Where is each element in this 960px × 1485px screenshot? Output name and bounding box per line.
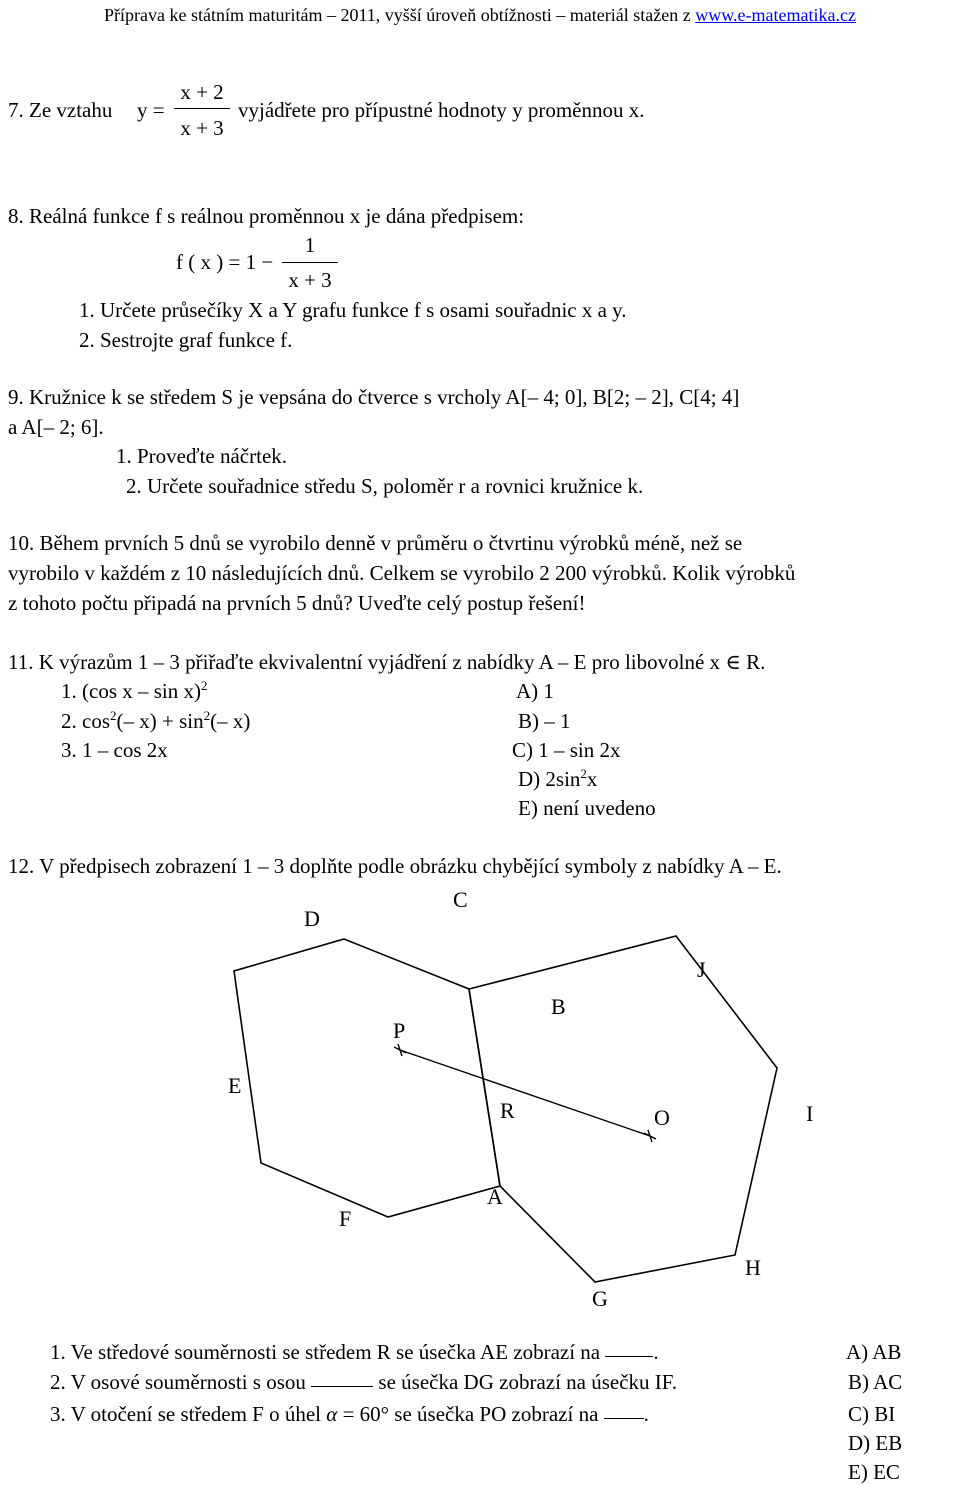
q11-expr3: 3. 1 – cos 2x <box>61 738 168 762</box>
q11-expr2 <box>61 708 250 734</box>
q12-blank-1[interactable] <box>605 1340 653 1357</box>
header-text: Příprava ke státním maturitám – 2011, vyšší úroveň obtížnosti – materiál stažen z <box>104 5 696 25</box>
q8-lhs: f ( x ) = 1 − <box>176 250 274 274</box>
q12-option-d: D) EB <box>848 1431 903 1455</box>
q11-option-c: C) 1 – sin 2x <box>512 738 621 762</box>
label-f: F <box>339 1206 352 1231</box>
page-header <box>0 4 960 26</box>
q8-fraction-bar <box>282 262 338 263</box>
q9-line2: a A[– 2; 6]. <box>8 415 104 439</box>
q9-task1: 1. Proveďte náčrtek. <box>116 444 288 468</box>
label-a: A <box>487 1184 503 1209</box>
q12-option-a: A) AB <box>846 1340 902 1364</box>
q11-option-e: E) není uvedeno <box>518 796 656 820</box>
hexagon-figure <box>0 880 960 1320</box>
q11-option-d-text: D) 2sin <box>518 767 581 791</box>
label-p: P <box>393 1018 406 1043</box>
point-p-marker <box>394 1044 406 1056</box>
q11-title: 11. K výrazům 1 – 3 přiřaďte ekvivalentní vyjádření z nabídky A – E pro libovolné x ∈ R. <box>8 650 766 674</box>
label-h: H <box>745 1255 761 1280</box>
q11-option-d <box>518 766 597 792</box>
q12-statement-2-text: 2. V osové souměrnosti s osou <box>50 1370 306 1394</box>
q7-denominator: x + 3 <box>180 116 224 140</box>
q11-expr1-exponent: 2 <box>201 678 208 693</box>
q11-expr1-text: 1. (cos x – sin x) <box>61 679 201 703</box>
label-i: I <box>806 1101 814 1126</box>
q11-option-d-x: x <box>586 767 598 791</box>
q7-lhs: y = <box>137 98 165 122</box>
q12-statement-3-text: 3. V otočení se středem F o úhel <box>50 1402 322 1426</box>
q10-line2: vyrobilo v každém z 10 následujících dnů. Celkem se vyrobilo 2 200 výrobků. Kolik výrobků <box>8 561 796 585</box>
q11-option-d-exponent: 2 <box>580 766 587 781</box>
q8-title: 8. Reálná funkce f s reálnou proměnnou x je dána předpisem: <box>8 204 525 228</box>
q7-numerator: x + 2 <box>180 80 224 104</box>
segment-po <box>400 1050 650 1136</box>
q12-statement-3-end: . <box>643 1402 649 1426</box>
q12-statement-1-text: 1. Ve středové souměrnosti se středem R se úsečka AE zobrazí na <box>50 1340 601 1364</box>
q11-expr2-end: (– x) <box>210 709 251 733</box>
q10-line3: z tohoto počtu připadá na prvních 5 dnů? Uveďte celý postup řešení! <box>8 591 586 615</box>
q11-expr2-exponent1: 2 <box>110 708 117 723</box>
label-c: C <box>453 887 468 912</box>
q11-expr2-cos: 2. cos <box>61 709 110 733</box>
q8-denominator: x + 3 <box>288 268 332 292</box>
q7-fraction-bar <box>174 108 230 109</box>
q12-statement-1 <box>50 1339 659 1365</box>
label-r: R <box>500 1098 515 1123</box>
label-o: O <box>654 1105 670 1130</box>
q8-task2: 2. Sestrojte graf funkce f. <box>79 328 293 352</box>
q11-option-a: A) 1 <box>516 679 554 703</box>
right-hexagon <box>469 936 777 1282</box>
q12-statement-3 <box>50 1401 649 1427</box>
label-d: D <box>304 906 320 931</box>
q9-task2: 2. Určete souřadnice středu S, poloměr r a rovnici kružnice k. <box>126 474 644 498</box>
q7-before: 7. Ze vztahu <box>8 98 113 122</box>
q12-option-c: C) BI <box>848 1402 896 1426</box>
q11-expr2-exponent2: 2 <box>203 708 211 723</box>
q12-blank-2[interactable] <box>311 1370 373 1387</box>
label-b: B <box>551 994 566 1019</box>
point-o-marker <box>644 1130 656 1142</box>
q11-expr1 <box>61 678 208 704</box>
q12-blank-3[interactable] <box>604 1402 644 1419</box>
header-link[interactable]: www.e-matematika.cz <box>695 5 856 25</box>
q8-numerator: 1 <box>304 233 316 257</box>
label-e: E <box>228 1073 242 1098</box>
q12-statement-3-middle: = 60° se úsečka PO zobrazí na <box>342 1402 599 1426</box>
q8-task1: 1. Určete průsečíky X a Y grafu funkce f s osami souřadnic x a y. <box>79 298 627 322</box>
q9-line1: 9. Kružnice k se středem S je vepsána do čtverce s vrcholy A[– 4; 0], B[2; – 2], C[4; 4] <box>8 385 740 409</box>
label-j: J <box>697 957 706 982</box>
q12-statement-1-end: . <box>653 1340 659 1364</box>
left-hexagon <box>234 939 500 1217</box>
q12-title: 12. V předpisech zobrazení 1 – 3 doplňte podle obrázku chybějící symboly z nabídky A – E. <box>8 854 782 878</box>
q12-statement-2-end: se úsečka DG zobrazí na úsečku IF. <box>378 1370 678 1394</box>
q7-after: vyjádřete pro přípustné hodnoty y proměnnou x. <box>238 98 645 122</box>
q12-statement-2 <box>50 1369 677 1395</box>
label-g: G <box>592 1286 608 1311</box>
q10-line1: 10. Během prvních 5 dnů se vyrobilo denně v průměru o čtvrtinu výrobků méně, než se <box>8 531 743 555</box>
q11-option-b: B) – 1 <box>518 709 571 733</box>
q11-expr2-middle: (– x) + sin <box>116 709 204 733</box>
q12-option-e: E) EC <box>848 1460 900 1484</box>
q12-alpha-symbol: α <box>326 1402 338 1426</box>
q12-option-b: B) AC <box>848 1370 903 1394</box>
